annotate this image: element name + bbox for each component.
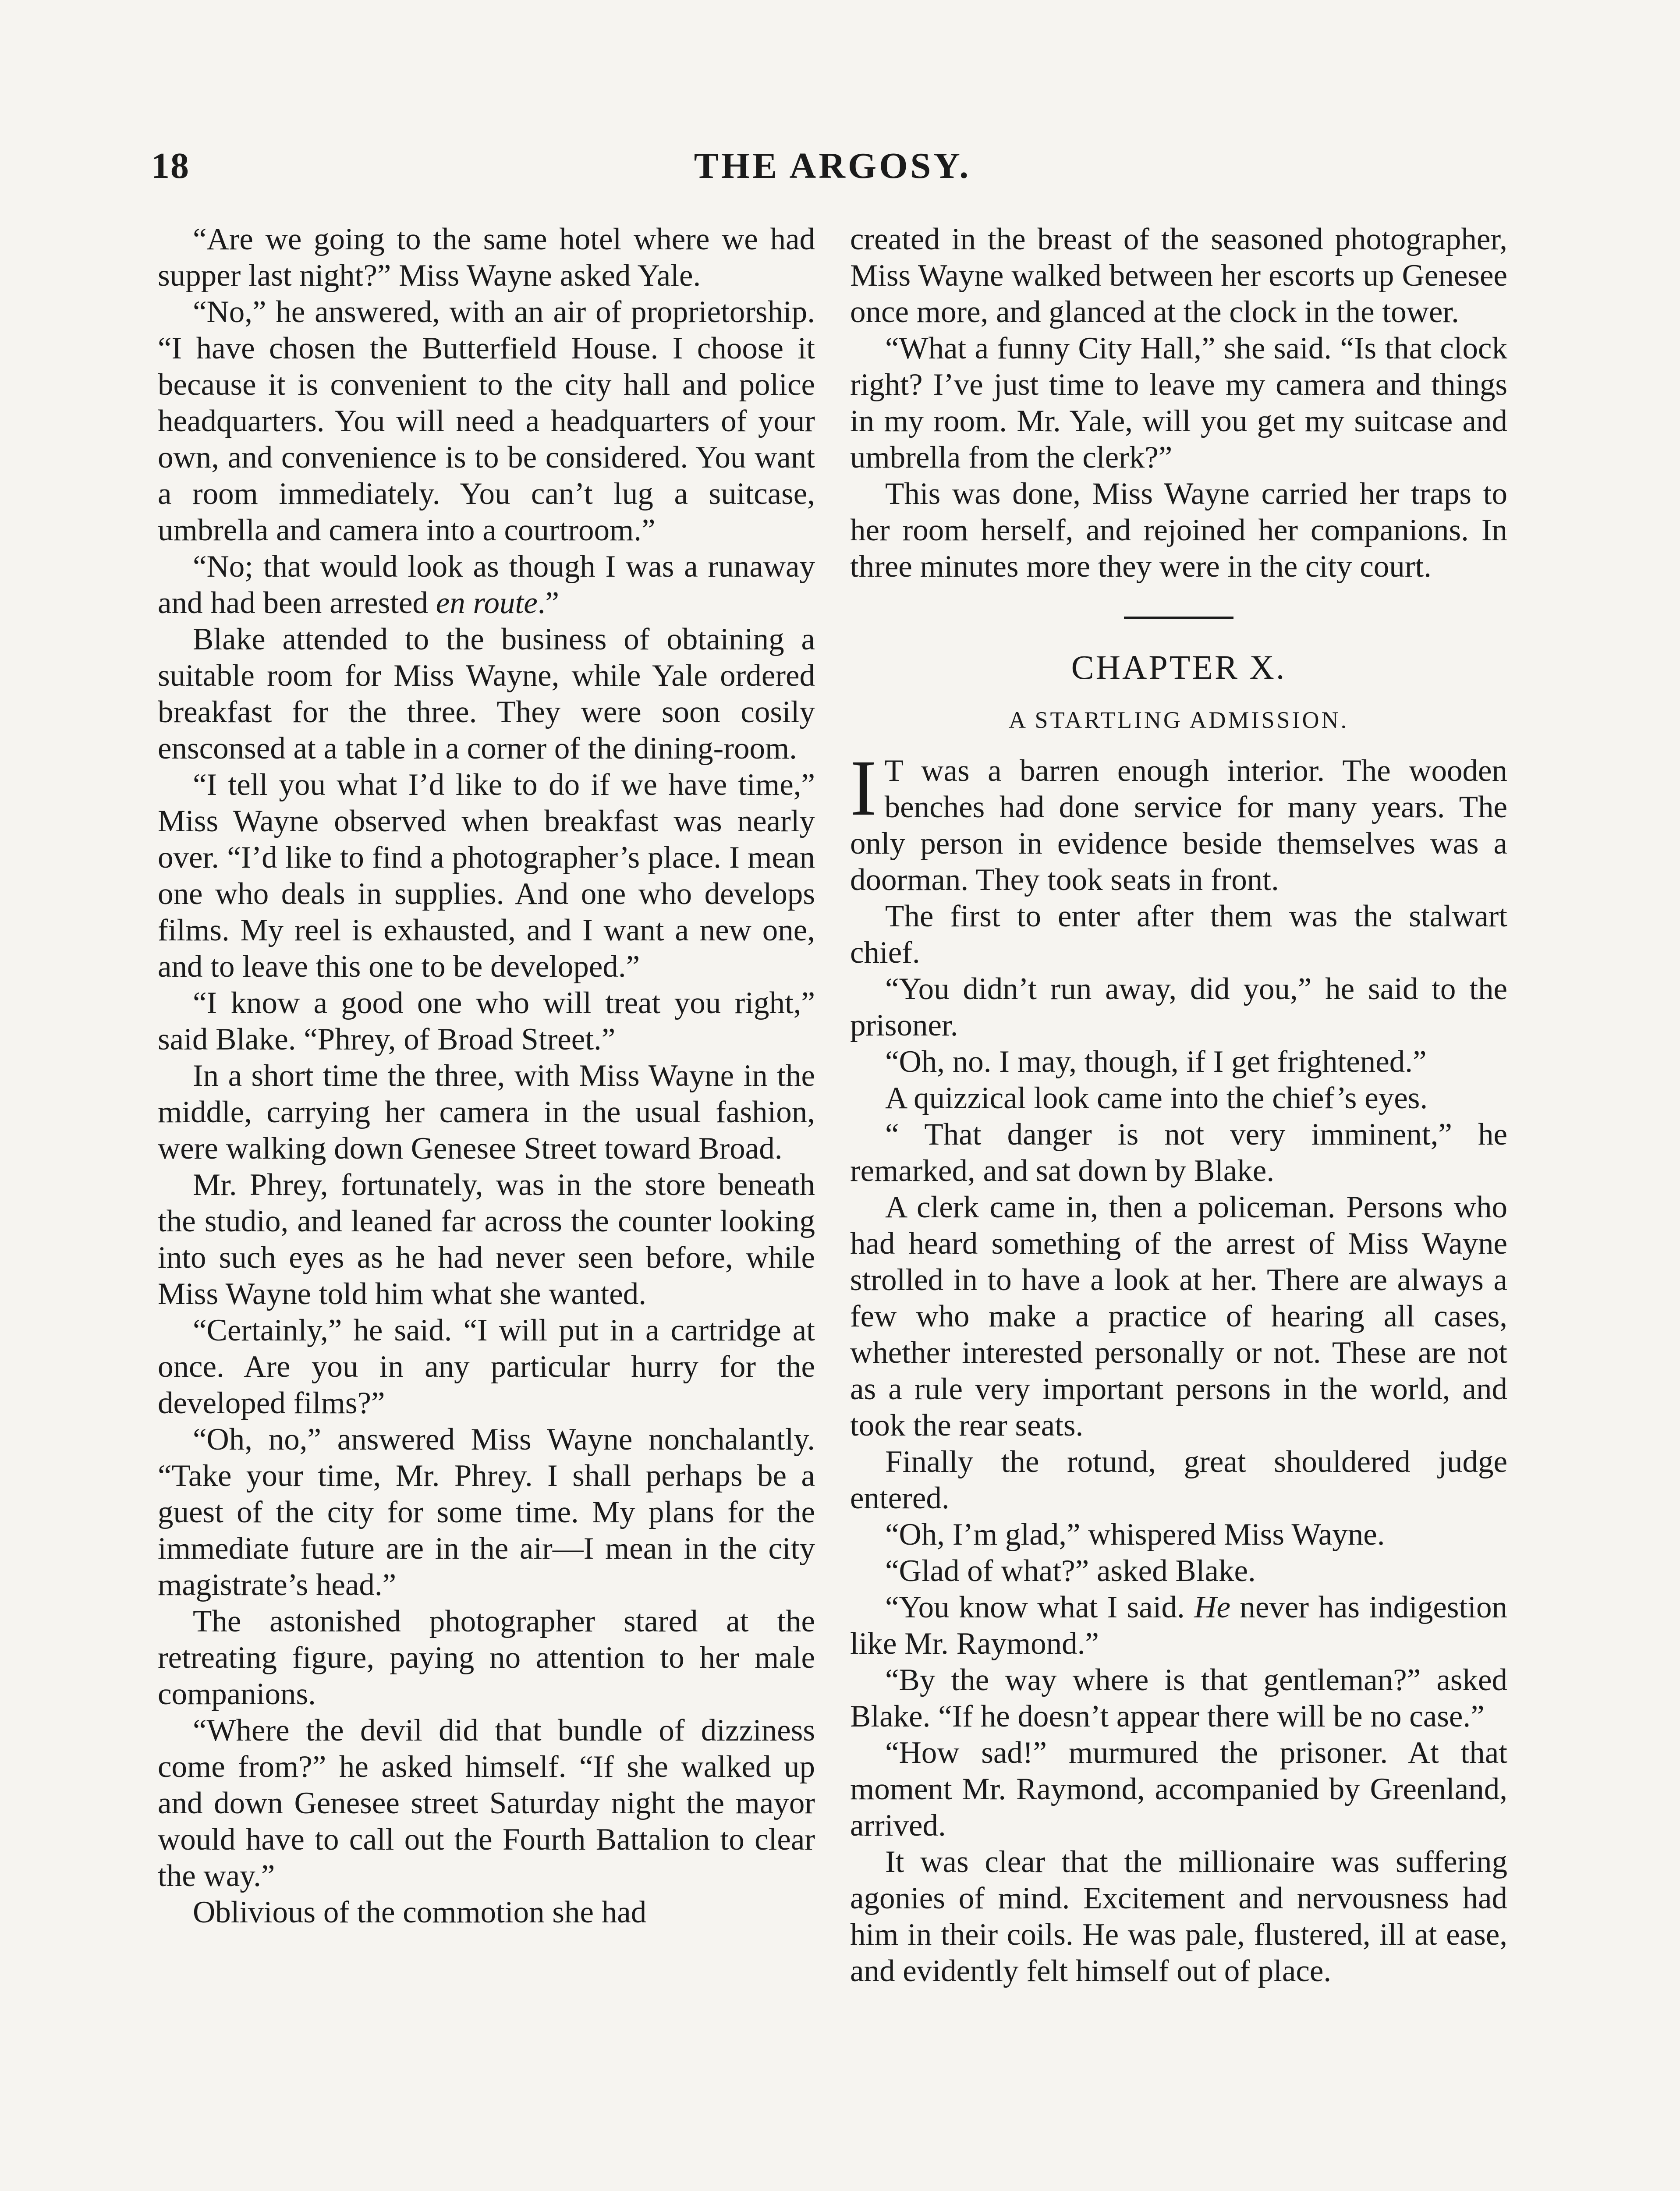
paragraph-text: “No; that would look as though I was a runaway and had been arrested [158,550,815,620]
page-header [151,145,1514,197]
paragraph [158,549,815,621]
drop-cap: I [850,744,877,832]
paragraph: A quizzical look came into the chief’s eyes. [885,1081,1428,1115]
paragraph: “I tell you what I’d like to do if we have time,” Miss Wayne observed when breakfast was nearly over. “I’d like to find a photographer’s place. I mean one who deals in supplies. And one who develops films. My reel is exhausted, and I want a new one, and to leave this one to be developed.” [158,768,815,984]
paragraph-text: .” [537,586,560,620]
italic-word: He [1194,1590,1230,1624]
paragraph-text: T was a barren enough interior. The wooden benches had done service for many years. The only person in evidence beside themselves was a doorman. They took seats in front. [850,754,1507,897]
italic-phrase: en route [436,586,538,620]
paragraph: “Oh, I’m glad,” whispered Miss Wayne. [885,1517,1385,1552]
section-divider [1124,617,1233,619]
paragraph: “I know a good one who will treat you right,” said Blake. “Phrey, of Broad Street.” [158,986,815,1057]
paragraph: “You didn’t run away, did you,” he said to the prisoner. [850,972,1507,1042]
right-column [850,221,1507,1989]
paragraph-text: never has indigestion like Mr. Raymond.” [850,1590,1507,1661]
paragraph: “ That danger is not very imminent,” he remarked, and sat down by Blake. [850,1117,1507,1188]
paragraph [850,1589,1507,1662]
paragraph: “Where the devil did that bundle of dizziness come from?” he asked himself. “If she walked up and down Genesee street Saturday night the mayor would have to call out the Fourth Battalion to clear the way.” [158,1713,815,1893]
paragraph: Blake attended to the business of obtaining a suitable room for Miss Wayne, while Yale ordered breakfast for the three. They were soon cosily ensconsed at a table in a corner of the dining-room. [158,622,815,766]
paragraph: “Glad of what?” asked Blake. [885,1554,1256,1588]
paragraph: “Certainly,” he said. “I will put in a cartridge at once. Are you in any particular hurry for the developed films?” [158,1313,815,1420]
paragraph: “No,” he answered, with an air of proprietorship. “I have chosen the Butterfield House. I choose it because it is convenient to the city hall and police headquarters. You will need a headquarters of your own, and convenience is to be considered. You want a room immediately. You can’t lug a suitcase, umbrella and camera into a courtroom.” [158,295,815,547]
paragraph: “How sad!” murmured the prisoner. At that moment Mr. Raymond, accompanied by Greenland, arrived. [850,1736,1507,1843]
paragraph: Finally the rotund, great shouldered judge entered. [850,1445,1507,1515]
paragraph: “Are we going to the same hotel where we had supper last night?” Miss Wayne asked Yale. [158,222,815,293]
left-column [158,221,815,1931]
paragraph: Oblivious of the commotion she had [193,1895,647,1929]
chapter-subtitle: A STARTLING ADMISSION. [1009,707,1349,733]
chapter-title: CHAPTER X. [1071,648,1287,686]
paragraph: “What a funny City Hall,” she said. “Is that clock right? I’ve just time to leave my camera and things in my room. Mr. Yale, will you get my suitcase and umbrella from the clerk?” [850,331,1507,475]
paragraph: “Oh, no,” answered Miss Wayne nonchalantly. “Take your time, Mr. Phrey. I shall perhaps be a guest of the city for some time. My plans for the immediate future are in the air—I mean in the city magistrate’s head.” [158,1422,815,1602]
paragraph: The astonished photographer stared at the retreating figure, paying no attention to her male companions. [158,1604,815,1711]
paragraph: The first to enter after them was the stalwart chief. [850,899,1507,970]
page-number: 18 [151,145,190,186]
paragraph: created in the breast of the seasoned photographer, Miss Wayne walked between her escorts up Genesee once more, and glanced at the clock in the tower. [850,222,1507,329]
paragraph: Mr. Phrey, fortunately, was in the store beneath the studio, and leaned far across the counter looking into such eyes as he had never seen before, while Miss Wayne told him what she wanted. [158,1168,815,1311]
running-title: THE ARGOSY. [694,145,971,186]
paragraph: In a short time the three, with Miss Wayne in the middle, carrying her camera in the usual fashion, were walking down Genesee Street toward Broad. [158,1059,815,1166]
paragraph: “Oh, no. I may, though, if I get frightened.” [885,1045,1427,1079]
paragraph: A clerk came in, then a policeman. Persons who had heard something of the arrest of Miss Wayne strolled in to have a look at her. There are always a few who make a practice of hearing all cases, whether interested personally or not. These are not as a rule very important persons in the world, and took the rear seats. [850,1190,1507,1443]
chapter-opening-paragraph [850,744,1507,898]
paragraph: This was done, Miss Wayne carried her traps to her room herself, and rejoined her companions. In three minutes more they were in the city court. [850,477,1507,584]
paragraph: It was clear that the millionaire was suffering agonies of mind. Excitement and nervousness had him in their coils. He was pale, flustered, ill at ease, and evidently felt himself out of place. [850,1845,1507,1988]
paragraph-text: “You know what I said. [885,1590,1194,1624]
paragraph: “By the way where is that gentleman?” asked Blake. “If he doesn’t appear there will be no case.” [850,1663,1507,1734]
